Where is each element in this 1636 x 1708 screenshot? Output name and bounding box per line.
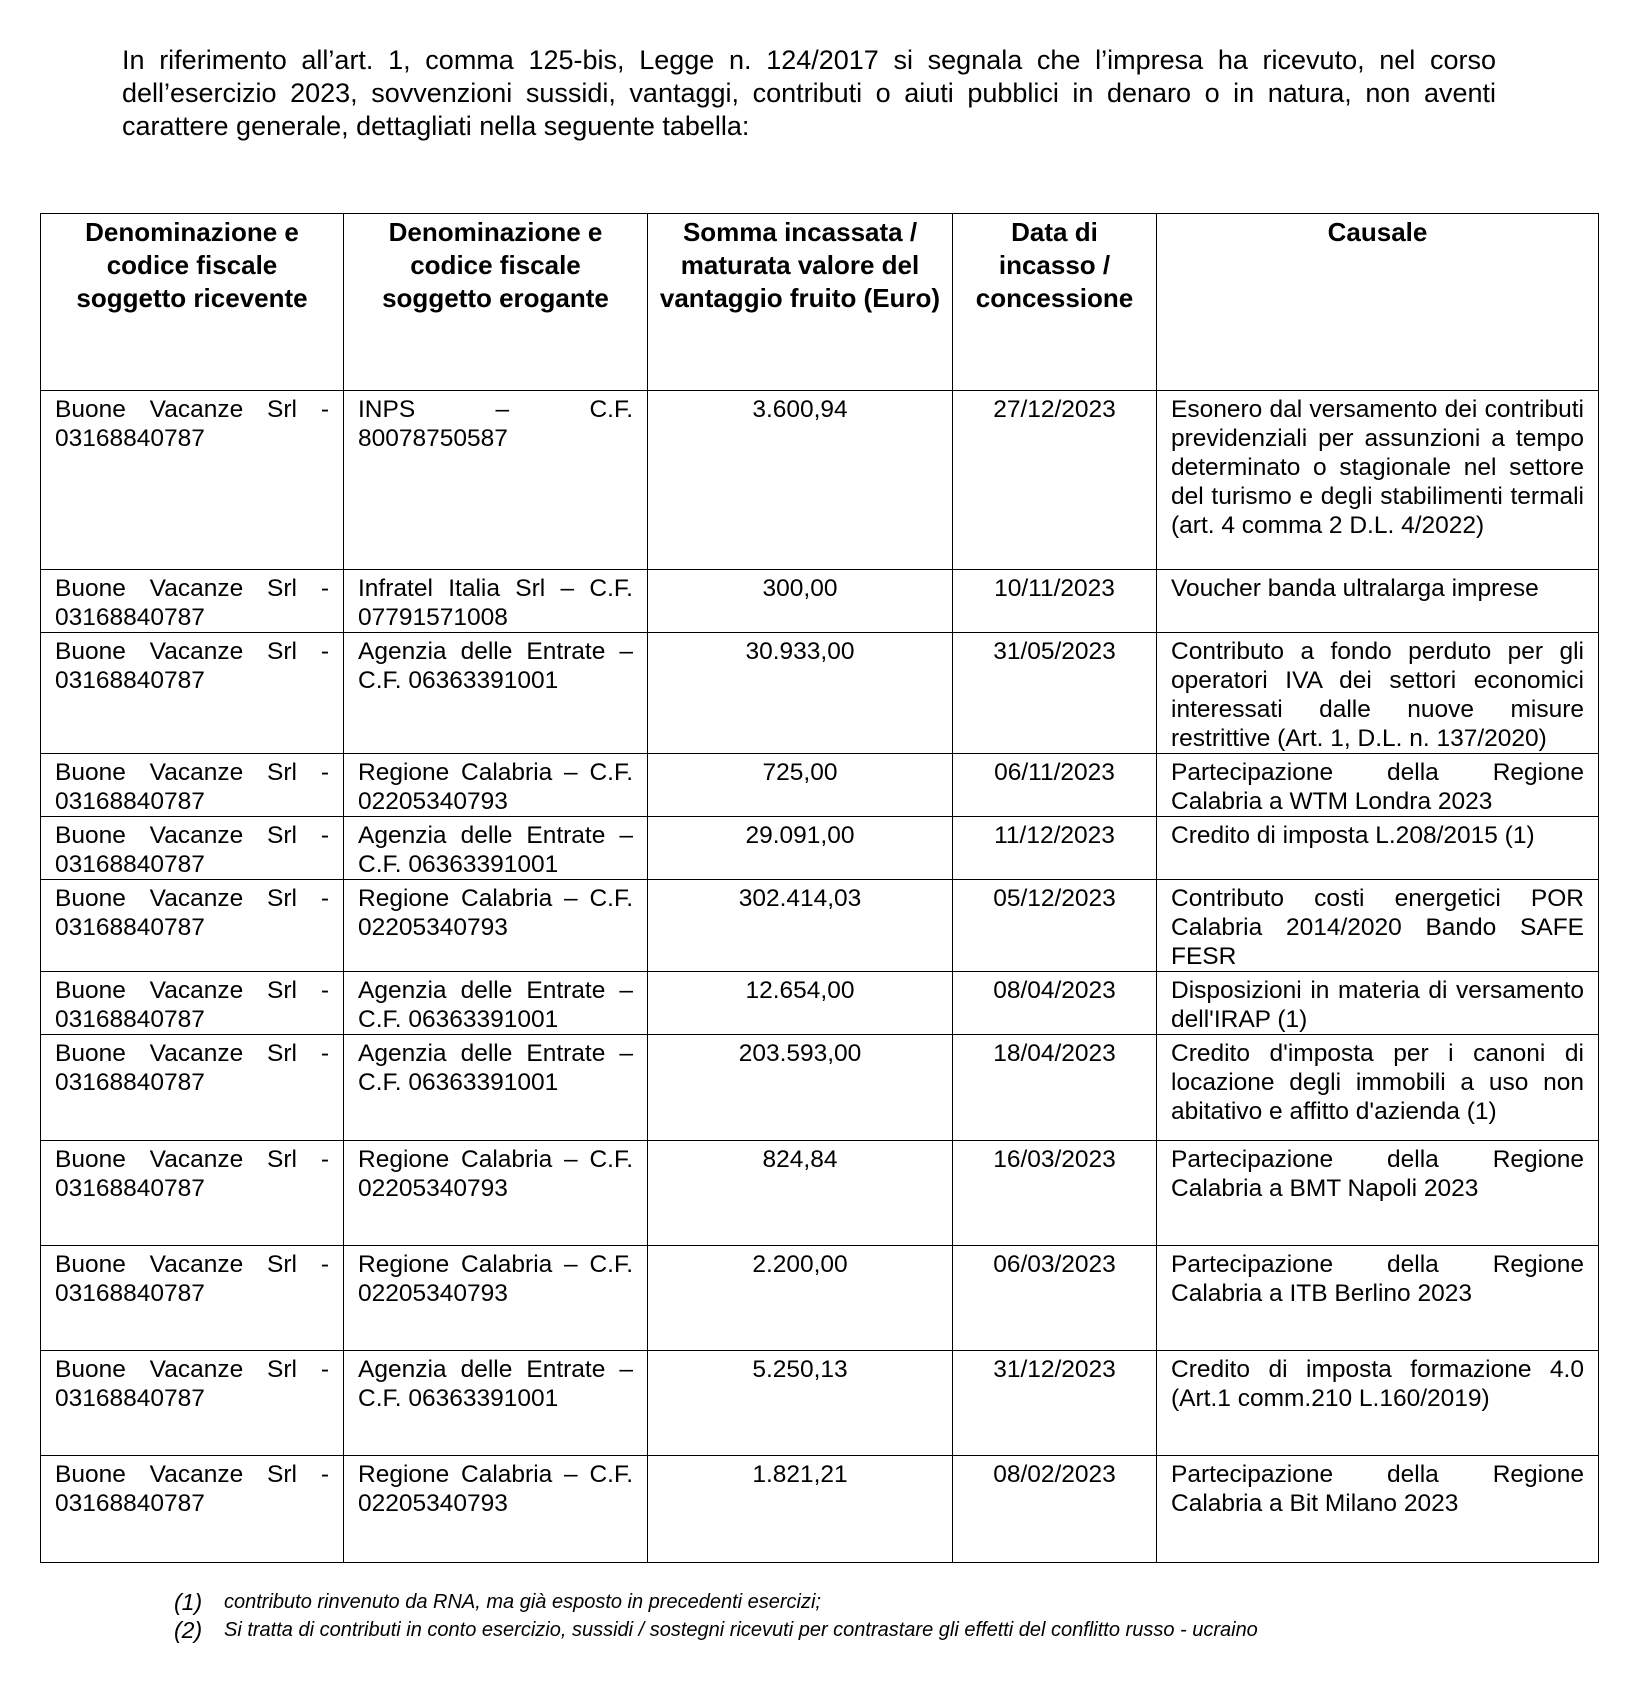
cell-data: 31/05/2023 — [953, 633, 1157, 754]
table-row — [41, 1141, 1599, 1246]
footnote-2 — [174, 1616, 1574, 1644]
header-causale: Causale — [1157, 214, 1599, 391]
footnotes — [174, 1588, 1574, 1644]
cell-data: 31/12/2023 — [953, 1351, 1157, 1456]
cell-data: 18/04/2023 — [953, 1035, 1157, 1141]
cell-erogante: Regione Calabria – C.F. 02205340793 — [344, 1456, 648, 1563]
cell-causale: Voucher banda ultralarga imprese — [1157, 570, 1599, 633]
header-somma: Somma incassata / maturata valore del vantaggio fruito (Euro) — [648, 214, 953, 391]
table-row — [41, 880, 1599, 972]
cell-causale: Partecipazione della Regione Calabria a ITB Berlino 2023 — [1157, 1246, 1599, 1351]
cell-ricevente: Buone Vacanze Srl - 03168840787 — [41, 1246, 344, 1351]
table-row — [41, 972, 1599, 1035]
cell-erogante: Agenzia delle Entrate – C.F. 06363391001 — [344, 633, 648, 754]
cell-data: 08/02/2023 — [953, 1456, 1157, 1563]
cell-ricevente: Buone Vacanze Srl - 03168840787 — [41, 754, 344, 817]
cell-ricevente: Buone Vacanze Srl - 03168840787 — [41, 1035, 344, 1141]
cell-causale: Credito d'imposta per i canoni di locazione degli immobili a uso non abitativo e affitto d'azienda (1) — [1157, 1035, 1599, 1141]
cell-data: 27/12/2023 — [953, 391, 1157, 570]
cell-data: 16/03/2023 — [953, 1141, 1157, 1246]
cell-causale: Esonero dal versamento dei contributi previdenziali per assunzioni a tempo determinato o stagionale nel settore del turismo e degli stabilimenti termali (art. 4 comma 2 D.L. 4/2022) — [1157, 391, 1599, 570]
cell-somma: 203.593,00 — [648, 1035, 953, 1141]
cell-somma: 824,84 — [648, 1141, 953, 1246]
cell-data: 10/11/2023 — [953, 570, 1157, 633]
cell-causale: Contributo costi energetici POR Calabria 2014/2020 Bando SAFE FESR — [1157, 880, 1599, 972]
cell-somma: 5.250,13 — [648, 1351, 953, 1456]
footnote-2-mark: (2) — [174, 1617, 203, 1643]
cell-somma: 725,00 — [648, 754, 953, 817]
cell-somma: 30.933,00 — [648, 633, 953, 754]
cell-ricevente: Buone Vacanze Srl - 03168840787 — [41, 1351, 344, 1456]
table-row — [41, 1456, 1599, 1563]
cell-somma: 3.600,94 — [648, 391, 953, 570]
table-row — [41, 570, 1599, 633]
table-row — [41, 754, 1599, 817]
cell-erogante: Regione Calabria – C.F. 02205340793 — [344, 754, 648, 817]
cell-data: 11/12/2023 — [953, 817, 1157, 880]
cell-data: 08/04/2023 — [953, 972, 1157, 1035]
cell-data: 06/03/2023 — [953, 1246, 1157, 1351]
table-row — [41, 1246, 1599, 1351]
cell-somma: 302.414,03 — [648, 880, 953, 972]
cell-erogante: Regione Calabria – C.F. 02205340793 — [344, 880, 648, 972]
cell-erogante: Regione Calabria – C.F. 02205340793 — [344, 1246, 648, 1351]
cell-ricevente: Buone Vacanze Srl - 03168840787 — [41, 391, 344, 570]
cell-ricevente: Buone Vacanze Srl - 03168840787 — [41, 1456, 344, 1563]
footnote-1-text: contributo rinvenuto da RNA, ma già esposto in precedenti esercizi; — [224, 1591, 821, 1613]
cell-somma: 29.091,00 — [648, 817, 953, 880]
cell-ricevente: Buone Vacanze Srl - 03168840787 — [41, 633, 344, 754]
cell-erogante: INPS – C.F. 80078750587 — [344, 391, 648, 570]
cell-causale: Credito di imposta formazione 4.0 (Art.1 comm.210 L.160/2019) — [1157, 1351, 1599, 1456]
header-ricevente: Denominazione e codice fiscale soggetto ricevente — [41, 214, 344, 391]
cell-data: 06/11/2023 — [953, 754, 1157, 817]
footnote-2-text: Si tratta di contributi in conto esercizio, sussidi / sostegni ricevuti per contrastare gli effetti del conflitto russo - ucraino — [224, 1619, 1258, 1641]
table-row — [41, 633, 1599, 754]
grants-table — [40, 213, 1599, 1563]
intro-paragraph: In riferimento all’art. 1, comma 125-bis, Legge n. 124/2017 si segnala che l’impresa ha ricevuto, nel corso dell’esercizio 2023, sovvenzioni sussidi, vantaggi, contributi o aiuti pubblici in denaro o in natura, non aventi carattere generale, dettagliati nella seguente tabella: — [122, 45, 1496, 141]
cell-somma: 1.821,21 — [648, 1456, 953, 1563]
header-erogante: Denominazione e codice fiscale soggetto erogante — [344, 214, 648, 391]
cell-causale: Contributo a fondo perduto per gli operatori IVA dei settori economici interessati dalle nuove misure restrittive (Art. 1, D.L. n. 137/2020) — [1157, 633, 1599, 754]
table-row — [41, 391, 1599, 570]
cell-erogante: Agenzia delle Entrate – C.F. 06363391001 — [344, 1035, 648, 1141]
cell-causale: Partecipazione della Regione Calabria a WTM Londra 2023 — [1157, 754, 1599, 817]
footnote-1 — [174, 1588, 1574, 1616]
cell-erogante: Agenzia delle Entrate – C.F. 06363391001 — [344, 1351, 648, 1456]
footnote-1-mark: (1) — [174, 1589, 203, 1615]
cell-causale: Disposizioni in materia di versamento dell'IRAP (1) — [1157, 972, 1599, 1035]
cell-causale: Partecipazione della Regione Calabria a Bit Milano 2023 — [1157, 1456, 1599, 1563]
cell-erogante: Infratel Italia Srl – C.F. 07791571008 — [344, 570, 648, 633]
cell-ricevente: Buone Vacanze Srl - 03168840787 — [41, 1141, 344, 1246]
table-header-row — [41, 214, 1599, 391]
cell-somma: 12.654,00 — [648, 972, 953, 1035]
table-row — [41, 1351, 1599, 1456]
cell-erogante: Agenzia delle Entrate – C.F. 06363391001 — [344, 972, 648, 1035]
table-row — [41, 1035, 1599, 1141]
cell-causale: Partecipazione della Regione Calabria a BMT Napoli 2023 — [1157, 1141, 1599, 1246]
cell-ricevente: Buone Vacanze Srl - 03168840787 — [41, 880, 344, 972]
header-data: Data di incasso / concessione — [953, 214, 1157, 391]
table-row — [41, 817, 1599, 880]
cell-erogante: Agenzia delle Entrate – C.F. 06363391001 — [344, 817, 648, 880]
cell-ricevente: Buone Vacanze Srl - 03168840787 — [41, 817, 344, 880]
cell-somma: 2.200,00 — [648, 1246, 953, 1351]
cell-erogante: Regione Calabria – C.F. 02205340793 — [344, 1141, 648, 1246]
cell-ricevente: Buone Vacanze Srl - 03168840787 — [41, 972, 344, 1035]
cell-somma: 300,00 — [648, 570, 953, 633]
cell-ricevente: Buone Vacanze Srl - 03168840787 — [41, 570, 344, 633]
cell-causale: Credito di imposta L.208/2015 (1) — [1157, 817, 1599, 880]
cell-data: 05/12/2023 — [953, 880, 1157, 972]
